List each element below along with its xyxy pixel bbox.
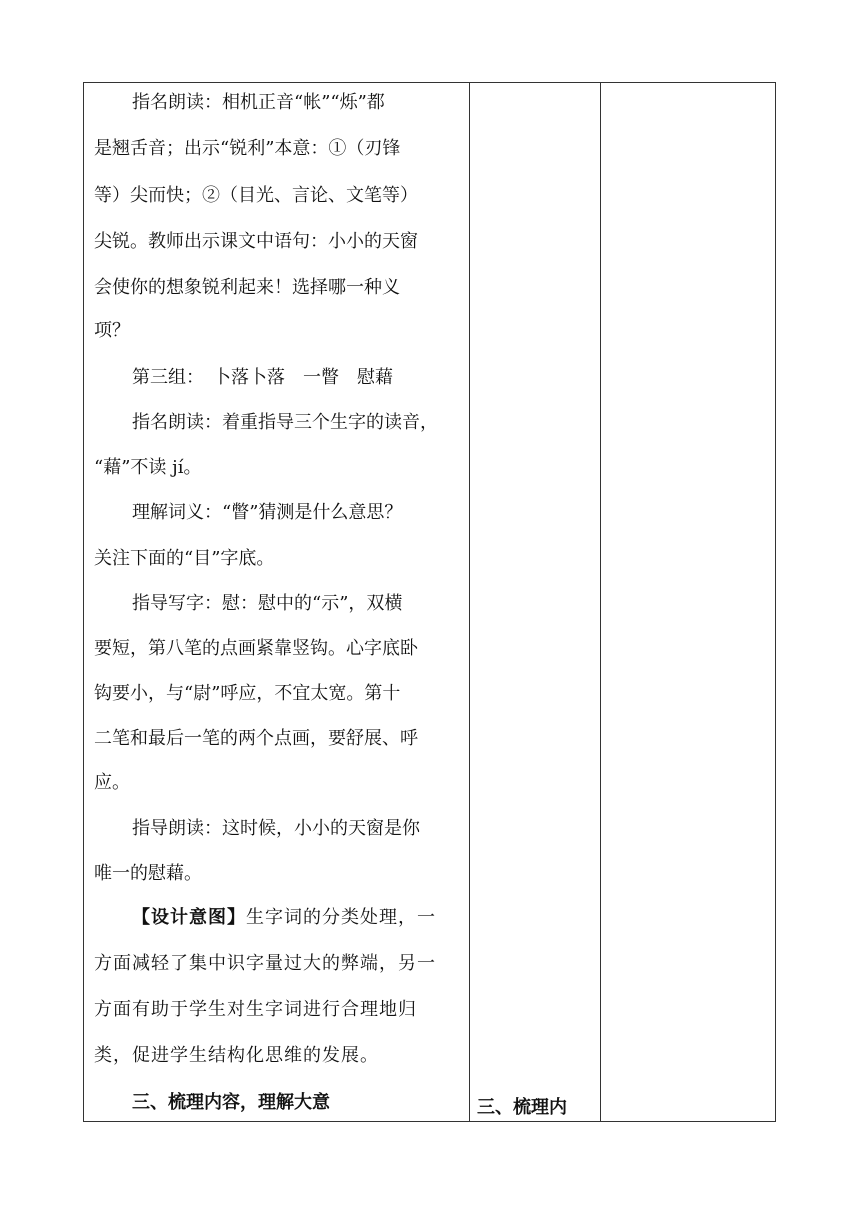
paragraph-line: 钩要小，与“尉”呼应，不宜太宽。第十 (94, 683, 401, 704)
paragraph-line: 应。 (94, 772, 130, 793)
paragraph-line: 类，促进学生结构化思维的发展。 (94, 1045, 379, 1066)
paragraph-line: 会使你的想象锐利起来！选择哪一种义 (94, 277, 400, 298)
design-intent-text: 生字词的分类处理，一 (246, 907, 436, 928)
design-intent-tag: 【设计意图】 (132, 907, 246, 928)
column-divider (600, 83, 601, 1121)
paragraph-line: 指导朗读：这时候，小小的天窗是你 (132, 818, 420, 839)
section-heading: 三、梳理内容，理解大意 (132, 1092, 330, 1113)
paragraph-line: 方面有助于学生对生字词进行合理地归 (94, 999, 417, 1020)
paragraph-line: 关注下面的“目”字底。 (94, 548, 275, 569)
paragraph-line: 指名朗读：着重指导三个生字的读音， (132, 412, 438, 433)
lesson-table (83, 82, 776, 1122)
paragraph-line: 项？ (94, 320, 130, 341)
design-intent-line (94, 908, 504, 928)
paragraph-line: 要短，第八笔的点画紧靠竖钩。心字底卧 (94, 638, 418, 659)
paragraph-line: 尖锐。教师出示课文中语句：小小的天窗 (94, 231, 418, 252)
paragraph-line: 等）尖而快；②（目光、言论、文笔等） (94, 185, 418, 206)
paragraph-line: 唯一的慰藉。 (94, 863, 202, 884)
paragraph-line: “藉”不读 jí。 (94, 457, 202, 478)
paragraph-line: 指导写字：慰：慰中的“示”，双横 (132, 593, 403, 614)
group-heading: 第三组： 卜落卜落 一瞥 慰藉 (132, 367, 393, 388)
paragraph-line: 二笔和最后一笔的两个点画，要舒展、呼 (94, 728, 418, 749)
paragraph-line: 理解词义：“瞥”猜测是什么意思？ (132, 502, 403, 523)
paragraph-line: 是翘舌音；出示“锐利”本意：①（刃锋 (94, 138, 401, 159)
paragraph-line: 方面减轻了集中识字量过大的弊端，另一 (94, 953, 436, 974)
side-section-heading: 三、梳理内 (477, 1097, 567, 1118)
paragraph-line: 指名朗读：相机正音“帐”“烁”都 (132, 92, 385, 113)
